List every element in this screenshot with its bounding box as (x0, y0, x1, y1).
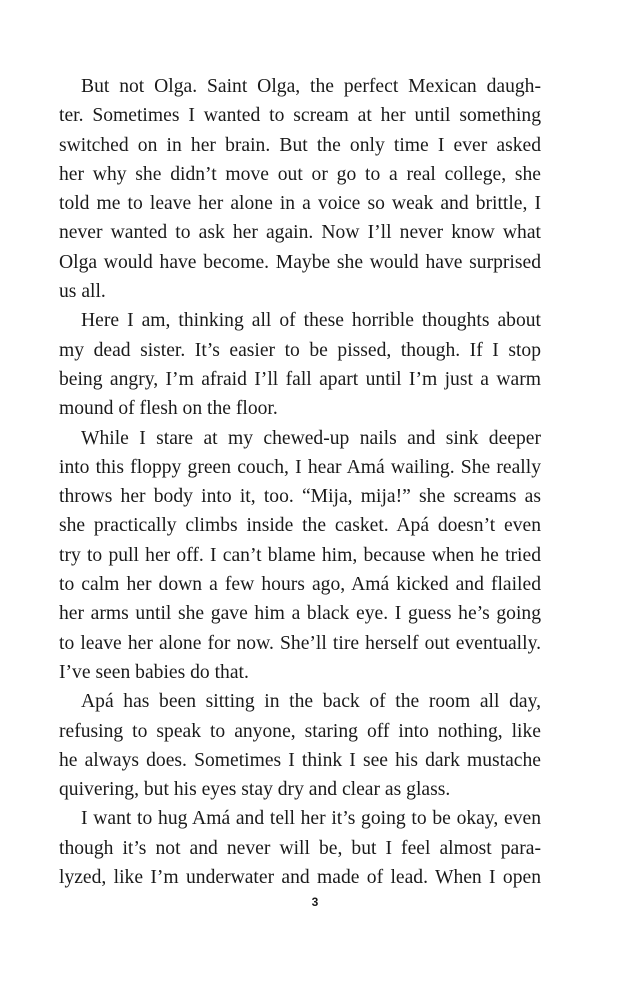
text-line: I want to hug Amá and tell her it’s going to be okay, even (81, 808, 541, 830)
text-line: into this floppy green couch, I hear Amá wailing. She really (59, 456, 541, 478)
text-line: throws her body into it, too. “Mija, mija!” she screams as (59, 486, 541, 508)
text-line: switched on in her brain. But the only time I ever asked (59, 134, 541, 156)
text-line: though it’s not and never will be, but I feel almost para- (59, 837, 541, 859)
text-line: to calm her down a few hours ago, Amá kicked and flailed (59, 574, 541, 596)
book-page-text (59, 72, 541, 892)
text-line: lyzed, like I’m underwater and made of lead. When I open (59, 867, 541, 889)
text-line: she practically climbs inside the casket. Apá doesn’t even (59, 515, 541, 537)
text-line: quivering, but his eyes stay dry and clear as glass. (59, 779, 451, 801)
text-line: never wanted to ask her again. Now I’ll never know what (59, 222, 541, 244)
text-line: to leave her alone for now. She’ll tire herself out eventually. (59, 632, 541, 654)
text-line: her why she didn’t move out or go to a real college, she (59, 163, 541, 185)
text-line: told me to leave her alone in a voice so weak and brittle, I (59, 193, 541, 215)
text-line: refusing to speak to anyone, staring off into nothing, like (59, 720, 541, 742)
text-line: While I stare at my chewed-up nails and sink deeper (81, 427, 541, 449)
text-line: us all. (59, 281, 106, 303)
page-number: 3 (311, 895, 319, 909)
text-line: try to pull her off. I can’t blame him, because when he tried (59, 544, 541, 566)
text-line: ter. Sometimes I wanted to scream at her until something (59, 105, 541, 127)
text-line: being angry, I’m afraid I’ll fall apart until I’m just a warm (59, 368, 541, 390)
text-line: But not Olga. Saint Olga, the perfect Mexican daugh- (81, 76, 541, 97)
text-line: mound of flesh on the floor. (59, 398, 278, 420)
text-line: her arms until she gave him a black eye. I guess he’s going (59, 603, 541, 625)
text-line: my dead sister. It’s easier to be pissed, though. If I stop (59, 339, 541, 361)
text-line: he always does. Sometimes I think I see his dark mustache (59, 749, 541, 771)
text-line: Apá has been sitting in the back of the room all day, (81, 691, 541, 713)
text-line: I’ve seen babies do that. (59, 661, 249, 683)
text-line: Olga would have become. Maybe she would have surprised (59, 251, 541, 273)
text-line: Here I am, thinking all of these horrible thoughts about (81, 310, 541, 332)
